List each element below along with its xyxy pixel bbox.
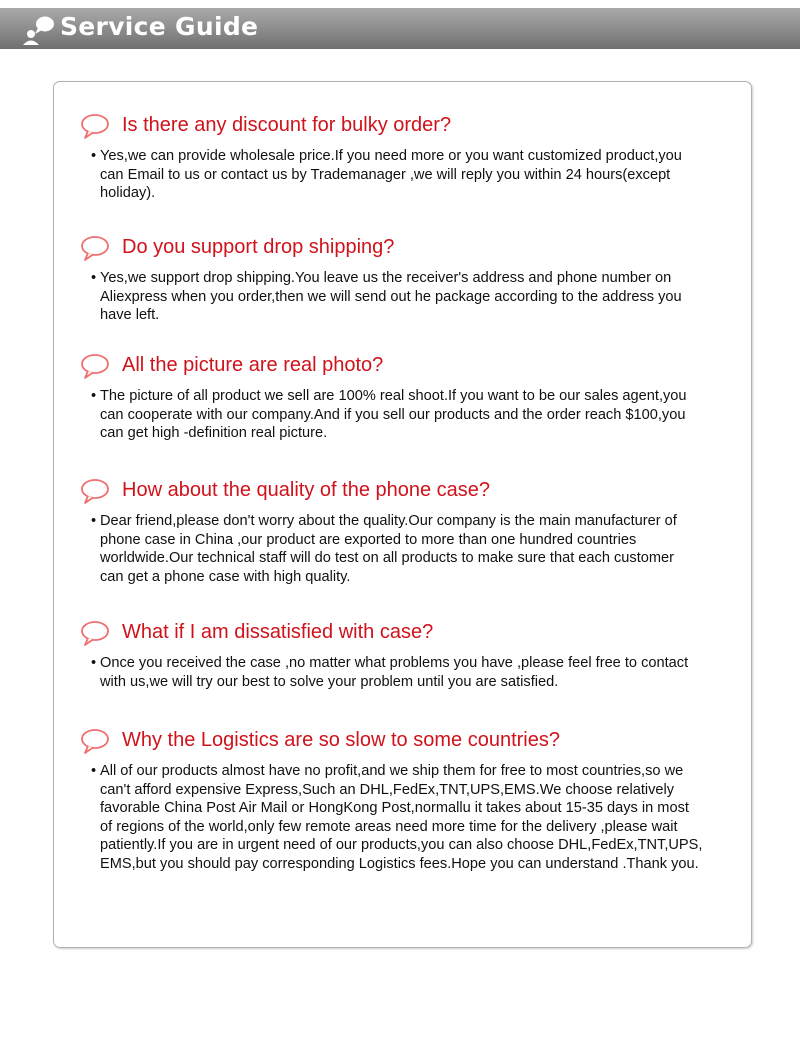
faq-question [80, 620, 750, 648]
question-text: How about the quality of the phone case? [122, 479, 491, 501]
faq-question [80, 113, 750, 141]
answer-line: favorable China Post Air Mail or HongKong Post,normallu it takes about 15-35 days in most [100, 800, 689, 816]
speech-bubble-icon [80, 113, 110, 141]
answer-line: Aliexpress when you order,then we will send out he package according to the address you [100, 288, 682, 305]
answer-line: Once you received the case ,no matter what problems you have ,please feel free to contact [100, 655, 689, 671]
answer-line: holiday). [100, 185, 156, 201]
answer-line: EMS,but you should pay corresponding Logistics fees.Hope you can understand .Thank you. [100, 855, 699, 872]
question-text: Do you support drop shipping? [122, 236, 395, 258]
answer-line: can get high -definition real picture. [100, 425, 328, 441]
question-text: Is there any discount for bulky order? [122, 114, 452, 136]
faq-item [80, 353, 750, 443]
answer-line: Yes,we can provide wholesale price.If you need more or you want customized product,you [100, 148, 682, 164]
faq-answer [80, 269, 750, 325]
answer-line: The picture of all product we sell are 100% real shoot.If you want to be our sales agent,you [100, 388, 687, 404]
header-bar [0, 8, 800, 49]
faq-question [80, 478, 750, 506]
faq-answer [80, 654, 750, 691]
faq-answer [80, 762, 750, 873]
answer-line: can cooperate with our company.And if you sell our products and the order reach $100,you [100, 406, 686, 423]
answer-line: have left. [100, 307, 160, 323]
answer-line: phone case in China ,our product are exported to more than one hundred countries [100, 531, 637, 548]
question-text: Why the Logistics are so slow to some countries? [122, 729, 560, 751]
faq-item [80, 620, 750, 691]
faq-answer [80, 387, 750, 443]
question-text: All the picture are real photo? [122, 354, 384, 376]
bullet: • [91, 270, 97, 286]
page-title: Service Guide [60, 12, 259, 41]
speech-bubble-icon [80, 620, 110, 648]
user-chat-icon [22, 14, 56, 46]
answer-line: can get a phone case with high quality. [100, 568, 351, 585]
speech-bubble-icon [80, 478, 110, 506]
answer-line: Dear friend,please don't worry about the quality.Our company is the main manufacturer of [100, 513, 677, 529]
bullet: • [91, 655, 97, 671]
bullet: • [91, 763, 97, 779]
answer-line: can't afford expensive Express,Such an DHL,FedEx,TNT,UPS,EMS.We choose relatively [100, 781, 675, 798]
faq-question [80, 728, 750, 756]
bullet: • [91, 513, 97, 529]
bullet: • [91, 388, 97, 404]
faq-item [80, 113, 750, 203]
bullet: • [91, 148, 97, 164]
answer-line: All of our products almost have no profit,and we ship them for free to most countries,so we [100, 763, 684, 779]
faq-answer [80, 512, 750, 586]
faq-item [80, 235, 750, 325]
speech-bubble-icon [80, 728, 110, 756]
answer-line: of regions of the world,only few remote areas need more time for the delivery ,please wait [100, 818, 678, 835]
faq-question [80, 353, 750, 381]
speech-bubble-icon [80, 235, 110, 263]
answer-line: patiently.If you are in urgent need of our products,you can also choose DHL,FedEx,TNT,UPS, [100, 837, 703, 853]
answer-line: can Email to us or contact us by Trademanager ,we will reply you within 24 hours(except [100, 166, 671, 183]
answer-line: Yes,we support drop shipping.You leave us the receiver's address and phone number on [100, 270, 672, 286]
faq-answer [80, 147, 750, 203]
answer-line: worldwide.Our technical staff will do test on all products to make sure that each customer [100, 550, 675, 566]
faq-question [80, 235, 750, 263]
question-text: What if I am dissatisfied with case? [122, 621, 434, 643]
speech-bubble-icon [80, 353, 110, 381]
faq-item [80, 728, 750, 873]
answer-line: with us,we will try our best to solve your problem until you are satisfied. [100, 673, 559, 690]
faq-item [80, 478, 750, 586]
